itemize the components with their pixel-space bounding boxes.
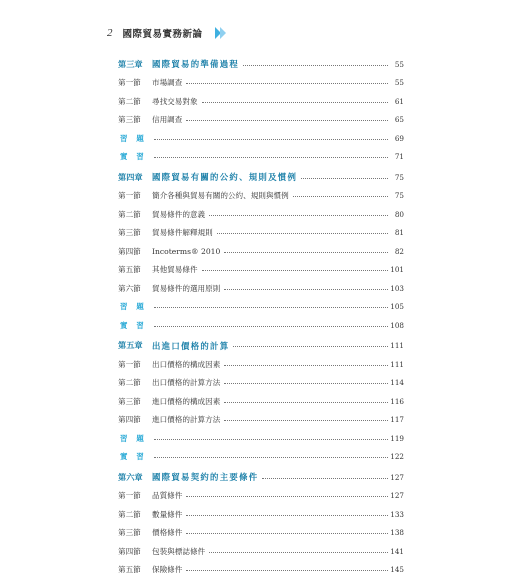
dot-leader	[224, 420, 388, 421]
dot-leader	[224, 383, 388, 384]
toc-page-number: 81	[390, 228, 404, 237]
toc-page-number: 141	[390, 547, 404, 556]
toc-section-number: 第四節	[106, 246, 152, 257]
dot-leader	[217, 233, 388, 234]
toc-section-title: 簡介各種與貿易有關的公約、規則與慣例	[152, 190, 291, 201]
toc-page-number: 82	[390, 247, 404, 256]
toc-chapter-row[interactable]	[106, 468, 404, 487]
toc-section-number: 第二節	[106, 209, 152, 220]
toc-section-title: 進口價格的計算方法	[152, 414, 222, 425]
toc-extra-row[interactable]	[106, 316, 404, 335]
toc-page-number: 61	[390, 97, 404, 106]
toc-page-number: 111	[390, 360, 404, 369]
toc-section-row[interactable]	[106, 374, 404, 393]
toc-page-number: 80	[390, 210, 404, 219]
toc-page-number: 114	[390, 378, 404, 387]
table-of-contents	[106, 53, 404, 579]
toc-chapter-title: 國際貿易有關的公約、規則及慣例	[152, 171, 299, 183]
toc-section-title: 貿易條件解釋規則	[152, 227, 215, 238]
page-number: 2	[107, 27, 113, 39]
toc-chapter-number: 第四章	[106, 172, 152, 183]
toc-chapter-title: 國際貿易的準備過程	[152, 58, 241, 70]
toc-section-row[interactable]	[106, 355, 404, 374]
toc-extra-number: 習題	[106, 133, 152, 144]
toc-section-number: 第三節	[106, 114, 152, 125]
toc-page-number: 105	[390, 302, 404, 311]
toc-page-number: 55	[390, 78, 404, 87]
toc-section-row[interactable]	[106, 111, 404, 130]
toc-page-number: 133	[390, 510, 404, 519]
toc-page-number: 138	[390, 528, 404, 537]
toc-page-number: 103	[390, 284, 404, 293]
toc-section-row[interactable]	[106, 205, 404, 224]
dot-leader	[224, 289, 388, 290]
dot-leader	[154, 307, 388, 308]
toc-section-number: 第五節	[106, 564, 152, 575]
dot-leader	[154, 157, 388, 158]
toc-chapter-number: 第五章	[106, 340, 152, 351]
toc-section-number: 第四節	[106, 414, 152, 425]
toc-chapter-number: 第三章	[106, 59, 152, 70]
dot-leader	[224, 365, 388, 366]
toc-extra-number: 習題	[106, 433, 152, 444]
book-title: 國際貿易實務新論	[123, 26, 203, 40]
toc-section-title: 數量條件	[152, 509, 184, 520]
toc-section-number: 第二節	[106, 377, 152, 388]
running-header	[107, 26, 225, 40]
toc-extra-number: 實習	[106, 320, 152, 331]
toc-page-number: 71	[390, 152, 404, 161]
toc-section-number: 第三節	[106, 227, 152, 238]
toc-page-number: 55	[390, 60, 404, 69]
toc-page-number: 75	[390, 191, 404, 200]
toc-section-title: 包裝與標誌條件	[152, 546, 207, 557]
toc-section-number: 第一節	[106, 190, 152, 201]
toc-page-number: 127	[390, 473, 404, 482]
toc-page-number: 111	[390, 341, 404, 350]
toc-section-title: 出口價格的構成因素	[152, 359, 222, 370]
toc-section-number: 第六節	[106, 283, 152, 294]
toc-page-number: 116	[390, 397, 404, 406]
toc-section-title: 信用調查	[152, 114, 184, 125]
toc-chapter-title: 出進口價格的計算	[152, 340, 231, 352]
toc-page-number: 75	[390, 173, 404, 182]
toc-section-number: 第三節	[106, 396, 152, 407]
dot-leader	[301, 178, 388, 179]
toc-section-title: 保險條件	[152, 564, 184, 575]
dot-leader	[186, 515, 388, 516]
toc-section-title: 市場調查	[152, 77, 184, 88]
toc-section-row[interactable]	[106, 392, 404, 411]
toc-chapter-number: 第六章	[106, 472, 152, 483]
dot-leader	[224, 252, 388, 253]
dot-leader	[209, 552, 388, 553]
toc-section-title: 品質條件	[152, 490, 184, 501]
dot-leader	[154, 439, 388, 440]
toc-section-title: 尋找交易對象	[152, 96, 200, 107]
toc-section-number: 第五節	[106, 264, 152, 275]
toc-section-row[interactable]	[106, 411, 404, 430]
toc-section-row[interactable]	[106, 224, 404, 243]
dot-leader	[262, 478, 388, 479]
dot-leader	[186, 83, 388, 84]
toc-chapter-row[interactable]	[106, 337, 404, 356]
dot-leader	[202, 102, 388, 103]
toc-section-number: 第三節	[106, 527, 152, 538]
toc-section-title: 貿易條件的選用原則	[152, 283, 222, 294]
toc-section-title: 出口價格的計算方法	[152, 377, 222, 388]
toc-page-number: 65	[390, 115, 404, 124]
dot-leader	[186, 570, 388, 571]
toc-extra-row[interactable]	[106, 148, 404, 167]
toc-page-number: 119	[390, 434, 404, 443]
toc-section-title: 其他貿易條件	[152, 264, 200, 275]
dot-leader	[243, 65, 388, 66]
toc-section-row[interactable]	[106, 279, 404, 298]
toc-section-number: 第二節	[106, 509, 152, 520]
dot-leader	[233, 346, 388, 347]
toc-section-row[interactable]	[106, 242, 404, 261]
toc-section-row[interactable]	[106, 187, 404, 206]
toc-section-row[interactable]	[106, 505, 404, 524]
toc-section-title: 貿易條件的意義	[152, 209, 207, 220]
toc-page-number: 117	[390, 415, 404, 424]
dot-leader	[293, 196, 388, 197]
toc-section-row[interactable]	[106, 542, 404, 561]
toc-section-title: 價格條件	[152, 527, 184, 538]
toc-extra-row[interactable]	[106, 129, 404, 148]
toc-section-row[interactable]	[106, 487, 404, 506]
toc-page-number: 101	[390, 265, 404, 274]
dot-leader	[154, 326, 388, 327]
toc-page-number: 127	[390, 491, 404, 500]
dot-leader	[186, 496, 388, 497]
toc-section-row[interactable]	[106, 92, 404, 111]
toc-page-number: 145	[390, 565, 404, 574]
dot-leader	[186, 120, 388, 121]
toc-section-title: 進口價格的構成因素	[152, 396, 222, 407]
toc-section-number: 第一節	[106, 490, 152, 501]
toc-section-number: 第一節	[106, 359, 152, 370]
dot-leader	[186, 533, 388, 534]
toc-chapter-row[interactable]	[106, 168, 404, 187]
toc-section-row[interactable]	[106, 74, 404, 93]
toc-page-number: 69	[390, 134, 404, 143]
toc-extra-row[interactable]	[106, 298, 404, 317]
toc-section-number: 第二節	[106, 96, 152, 107]
toc-section-row[interactable]	[106, 561, 404, 579]
toc-section-row[interactable]	[106, 524, 404, 543]
toc-extra-row[interactable]	[106, 448, 404, 467]
double-chevron-right-icon	[215, 27, 225, 39]
dot-leader	[202, 270, 388, 271]
toc-section-number: 第一節	[106, 77, 152, 88]
toc-section-number: 第四節	[106, 546, 152, 557]
toc-extra-number: 習題	[106, 301, 152, 312]
toc-section-row[interactable]	[106, 261, 404, 280]
toc-extra-row[interactable]	[106, 429, 404, 448]
dot-leader	[154, 457, 388, 458]
toc-page-number: 122	[390, 452, 404, 461]
toc-extra-number: 實習	[106, 151, 152, 162]
dot-leader	[154, 139, 388, 140]
dot-leader	[209, 215, 388, 216]
toc-section-title: Incoterms® 2010	[152, 247, 222, 256]
toc-chapter-row[interactable]	[106, 55, 404, 74]
dot-leader	[224, 402, 388, 403]
toc-page-number: 108	[390, 321, 404, 330]
toc-chapter-title: 國際貿易契約的主要條件	[152, 471, 260, 483]
toc-extra-number: 實習	[106, 451, 152, 462]
